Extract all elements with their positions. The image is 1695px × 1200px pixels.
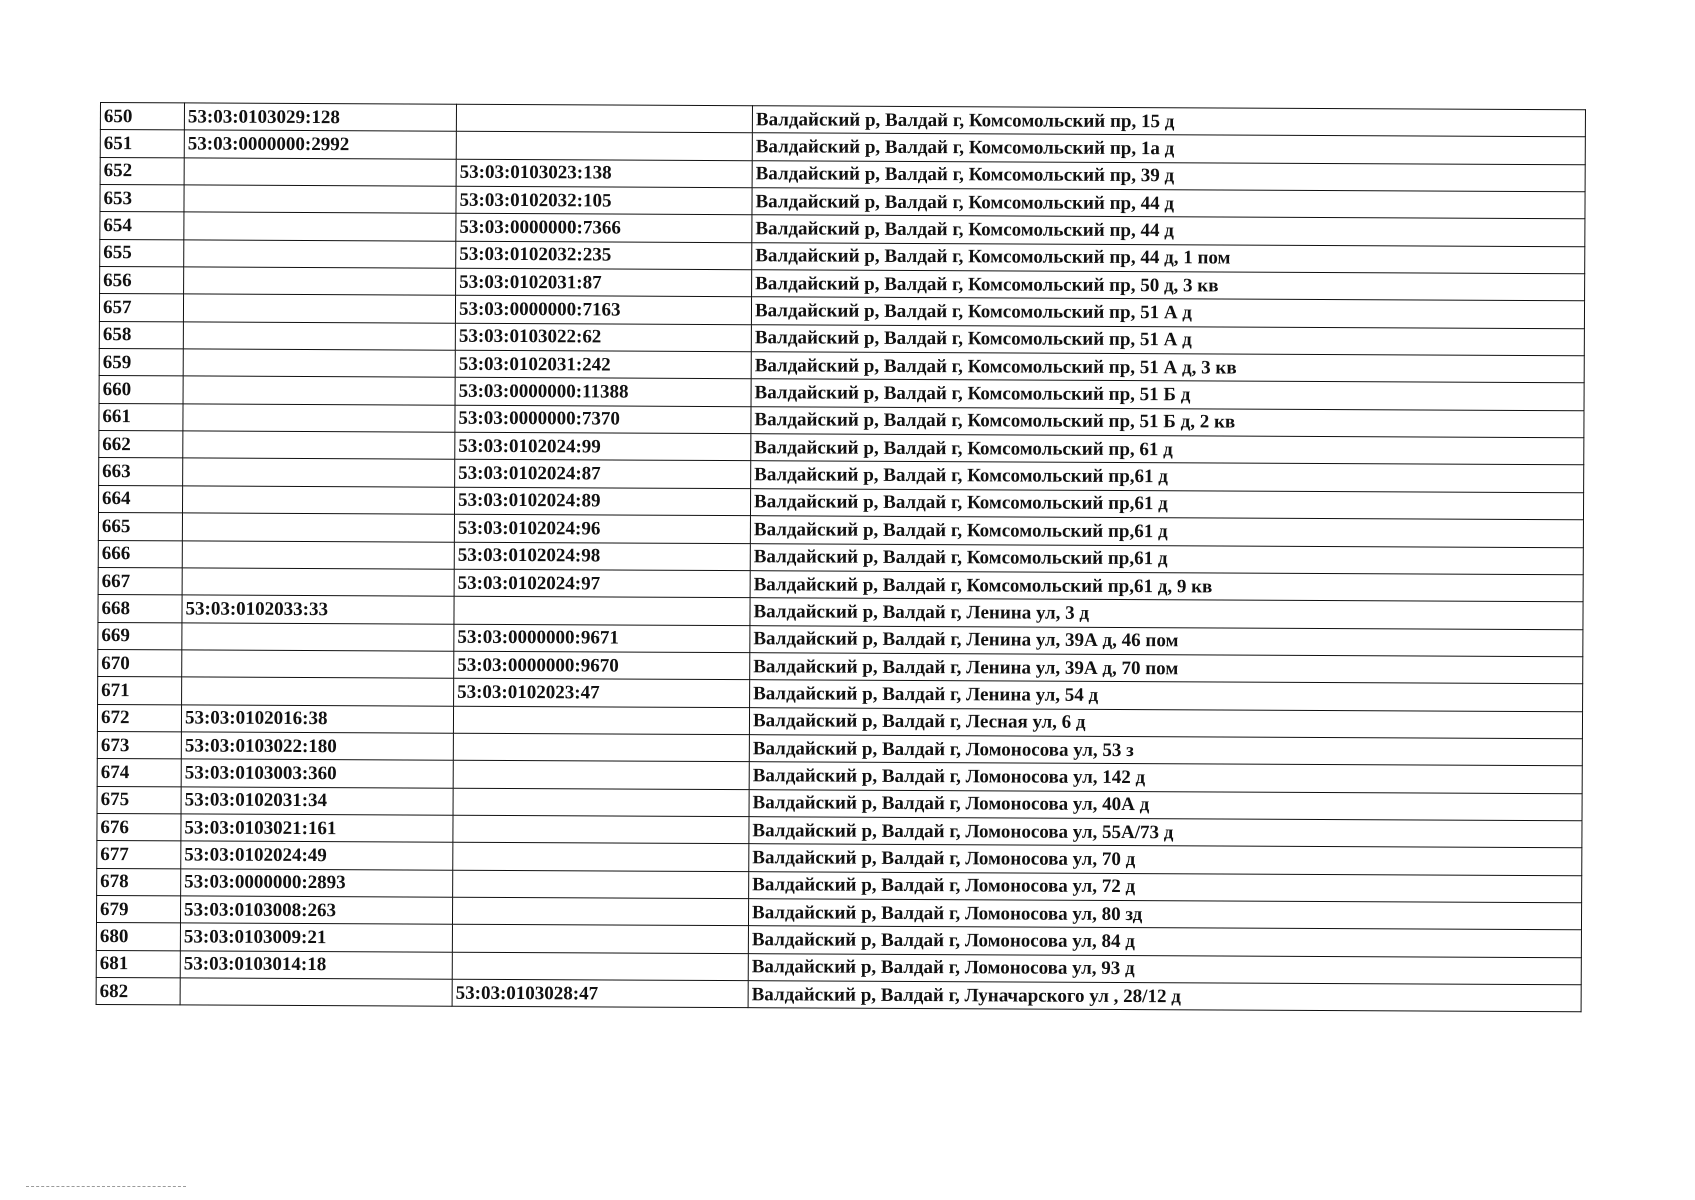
address: Валдайский р, Валдай г, Комсомольский пр, 51 Б д, 2 кв <box>751 406 1584 437</box>
address: Валдайский р, Валдай г, Комсомольский пр, 51 А д <box>751 324 1584 355</box>
building-cadastral-number: 53:03:0102031:242 <box>455 350 751 379</box>
scanned-document-page <box>96 102 1586 1013</box>
row-number: 674 <box>97 759 181 787</box>
address: Валдайский р, Валдай г, Комсомольский пр,61 д, 9 кв <box>750 571 1583 602</box>
building-cadastral-number: 53:03:0102032:235 <box>456 241 752 270</box>
building-cadastral-number: 53:03:0103023:138 <box>456 159 752 188</box>
address: Валдайский р, Валдай г, Комсомольский пр, 44 д, 1 пом <box>752 242 1585 273</box>
address: Валдайский р, Валдай г, Ломоносова ул, 84 д <box>748 926 1581 957</box>
building-cadastral-number: 53:03:0102024:99 <box>455 432 751 461</box>
address: Валдайский р, Валдай г, Комсомольский пр, 61 д <box>751 434 1584 465</box>
address: Валдайский р, Валдай г, Ломоносова ул, 93 д <box>748 953 1581 984</box>
address: Валдайский р, Валдай г, Ломоносова ул, 70 д <box>749 844 1582 875</box>
building-cadastral-number: 53:03:0102024:89 <box>454 487 750 516</box>
parcel-cadastral-number <box>182 540 454 569</box>
row-number: 670 <box>98 649 182 677</box>
building-cadastral-number: 53:03:0000000:9670 <box>454 651 750 680</box>
address: Валдайский р, Валдай г, Комсомольский пр, 50 д, 3 кв <box>752 270 1585 301</box>
row-number: 651 <box>100 130 184 158</box>
row-number: 661 <box>99 403 183 431</box>
building-cadastral-number <box>453 733 749 762</box>
row-number: 665 <box>98 513 182 541</box>
row-number: 650 <box>100 103 184 131</box>
building-cadastral-number: 53:03:0000000:11388 <box>455 378 751 407</box>
building-cadastral-number: 53:03:0000000:7163 <box>455 296 751 325</box>
parcel-cadastral-number <box>183 322 455 351</box>
parcel-cadastral-number: 53:03:0103008:263 <box>180 896 452 925</box>
parcel-cadastral-number: 53:03:0000000:2893 <box>181 869 453 898</box>
row-number: 658 <box>99 321 183 349</box>
row-number: 660 <box>99 376 183 404</box>
building-cadastral-number <box>452 897 748 926</box>
building-cadastral-number: 53:03:0102023:47 <box>454 678 750 707</box>
address: Валдайский р, Валдай г, Комсомольский пр, 44 д <box>752 188 1585 219</box>
page-footer-rule <box>26 1186 186 1187</box>
parcel-cadastral-number <box>182 568 454 597</box>
parcel-cadastral-number <box>183 458 455 487</box>
row-number: 664 <box>98 485 182 513</box>
row-number: 677 <box>97 841 181 869</box>
address: Валдайский р, Валдай г, Ломоносова ул, 55А/73 д <box>749 817 1582 848</box>
row-number: 676 <box>97 813 181 841</box>
parcel-cadastral-number: 53:03:0103022:180 <box>181 732 453 761</box>
building-cadastral-number: 53:03:0102024:96 <box>454 514 750 543</box>
row-number: 675 <box>97 786 181 814</box>
address: Валдайский р, Валдай г, Ленина ул, 39А д, 70 пом <box>750 653 1583 684</box>
row-number: 655 <box>100 239 184 267</box>
row-number: 666 <box>98 540 182 568</box>
building-cadastral-number: 53:03:0102032:105 <box>456 186 752 215</box>
building-cadastral-number: 53:03:0000000:9671 <box>454 624 750 653</box>
building-cadastral-number: 53:03:0102024:97 <box>454 569 750 598</box>
parcel-cadastral-number: 53:03:0102033:33 <box>182 595 454 624</box>
building-cadastral-number: 53:03:0102024:98 <box>454 542 750 571</box>
parcel-cadastral-number: 53:03:0000000:2992 <box>184 130 456 159</box>
address: Валдайский р, Валдай г, Ломоносова ул, 72 д <box>749 871 1582 902</box>
row-number: 678 <box>97 868 181 896</box>
parcel-cadastral-number <box>180 978 452 1007</box>
parcel-cadastral-number <box>183 404 455 433</box>
building-cadastral-number: 53:03:0103028:47 <box>452 979 748 1008</box>
parcel-cadastral-number: 53:03:0102016:38 <box>181 704 453 733</box>
address: Валдайский р, Валдай г, Комсомольский пр, 15 д <box>752 106 1585 137</box>
address: Валдайский р, Валдай г, Ломоносова ул, 80 зд <box>748 899 1581 930</box>
row-number: 669 <box>98 622 182 650</box>
address: Валдайский р, Валдай г, Ломоносова ул, 142 д <box>749 762 1582 793</box>
row-number: 682 <box>96 977 180 1005</box>
parcel-cadastral-number: 53:03:0103029:128 <box>184 103 456 132</box>
row-number: 662 <box>99 431 183 459</box>
address: Валдайский р, Валдай г, Комсомольский пр,61 д <box>750 488 1583 519</box>
address: Валдайский р, Валдай г, Комсомольский пр,61 д <box>750 543 1583 574</box>
parcel-cadastral-number <box>184 240 456 269</box>
address: Валдайский р, Валдай г, Ломоносова ул, 53 з <box>749 735 1582 766</box>
parcel-cadastral-number <box>183 431 455 460</box>
parcel-cadastral-number <box>184 158 456 187</box>
parcel-cadastral-number <box>184 267 456 296</box>
parcel-cadastral-number: 53:03:0103003:360 <box>181 759 453 788</box>
building-cadastral-number: 53:03:0000000:7370 <box>455 405 751 434</box>
row-number: 672 <box>97 704 181 732</box>
building-cadastral-number <box>453 788 749 817</box>
row-number: 679 <box>96 895 180 923</box>
row-number: 681 <box>96 950 180 978</box>
row-number: 657 <box>99 294 183 322</box>
row-number: 659 <box>99 349 183 377</box>
building-cadastral-number: 53:03:0102024:87 <box>455 460 751 489</box>
building-cadastral-number: 53:03:0103022:62 <box>455 323 751 352</box>
address: Валдайский р, Валдай г, Ленина ул, 3 д <box>750 598 1583 629</box>
parcel-cadastral-number: 53:03:0103021:161 <box>181 814 453 843</box>
address: Валдайский р, Валдай г, Комсомольский пр, 51 Б д <box>751 379 1584 410</box>
row-number: 656 <box>100 267 184 295</box>
building-cadastral-number <box>453 815 749 844</box>
address: Валдайский р, Валдай г, Комсомольский пр,61 д <box>750 516 1583 547</box>
building-cadastral-number <box>453 706 749 735</box>
building-cadastral-number: 53:03:0000000:7366 <box>456 214 752 243</box>
parcel-cadastral-number <box>182 650 454 679</box>
row-number: 680 <box>96 923 180 951</box>
address: Валдайский р, Валдай г, Комсомольский пр, 44 д <box>752 215 1585 246</box>
table-row <box>96 977 1581 1012</box>
address: Валдайский р, Валдай г, Луначарского ул , 28/12 д <box>748 981 1581 1012</box>
parcel-cadastral-number: 53:03:0102024:49 <box>181 841 453 870</box>
building-cadastral-number <box>453 843 749 872</box>
parcel-cadastral-number <box>182 486 454 515</box>
registry-table-body <box>96 103 1585 1013</box>
parcel-cadastral-number <box>184 185 456 214</box>
address: Валдайский р, Валдай г, Ленина ул, 54 д <box>750 680 1583 711</box>
parcel-cadastral-number <box>183 294 455 323</box>
building-cadastral-number <box>452 952 748 981</box>
row-number: 652 <box>100 157 184 185</box>
parcel-cadastral-number <box>182 677 454 706</box>
row-number: 663 <box>99 458 183 486</box>
address: Валдайский р, Валдай г, Комсомольский пр,61 д <box>751 461 1584 492</box>
building-cadastral-number <box>453 870 749 899</box>
address: Валдайский р, Валдай г, Лесная ул, 6 д <box>749 707 1582 738</box>
building-cadastral-number: 53:03:0102031:87 <box>456 268 752 297</box>
parcel-cadastral-number <box>182 513 454 542</box>
building-cadastral-number <box>452 925 748 954</box>
building-cadastral-number <box>456 132 752 161</box>
row-number: 653 <box>100 185 184 213</box>
row-number: 668 <box>98 595 182 623</box>
building-cadastral-number <box>456 104 752 133</box>
address: Валдайский р, Валдай г, Комсомольский пр, 51 А д, 3 кв <box>751 352 1584 383</box>
parcel-cadastral-number: 53:03:0103014:18 <box>180 951 452 980</box>
parcel-cadastral-number <box>183 376 455 405</box>
row-number: 671 <box>98 677 182 705</box>
address: Валдайский р, Валдай г, Комсомольский пр, 39 д <box>752 160 1585 191</box>
row-number: 667 <box>98 567 182 595</box>
row-number: 654 <box>100 212 184 240</box>
building-cadastral-number <box>454 596 750 625</box>
parcel-cadastral-number <box>183 349 455 378</box>
parcel-cadastral-number <box>184 212 456 241</box>
building-cadastral-number <box>453 760 749 789</box>
parcel-cadastral-number: 53:03:0102031:34 <box>181 786 453 815</box>
row-number: 673 <box>97 731 181 759</box>
address: Валдайский р, Валдай г, Ленина ул, 39А д, 46 пом <box>750 625 1583 656</box>
address: Валдайский р, Валдай г, Ломоносова ул, 40А д <box>749 789 1582 820</box>
parcel-cadastral-number: 53:03:0103009:21 <box>180 923 452 952</box>
address: Валдайский р, Валдай г, Комсомольский пр, 1а д <box>752 133 1585 164</box>
address: Валдайский р, Валдай г, Комсомольский пр, 51 А д <box>751 297 1584 328</box>
parcel-cadastral-number <box>182 622 454 651</box>
registry-table <box>96 102 1586 1013</box>
